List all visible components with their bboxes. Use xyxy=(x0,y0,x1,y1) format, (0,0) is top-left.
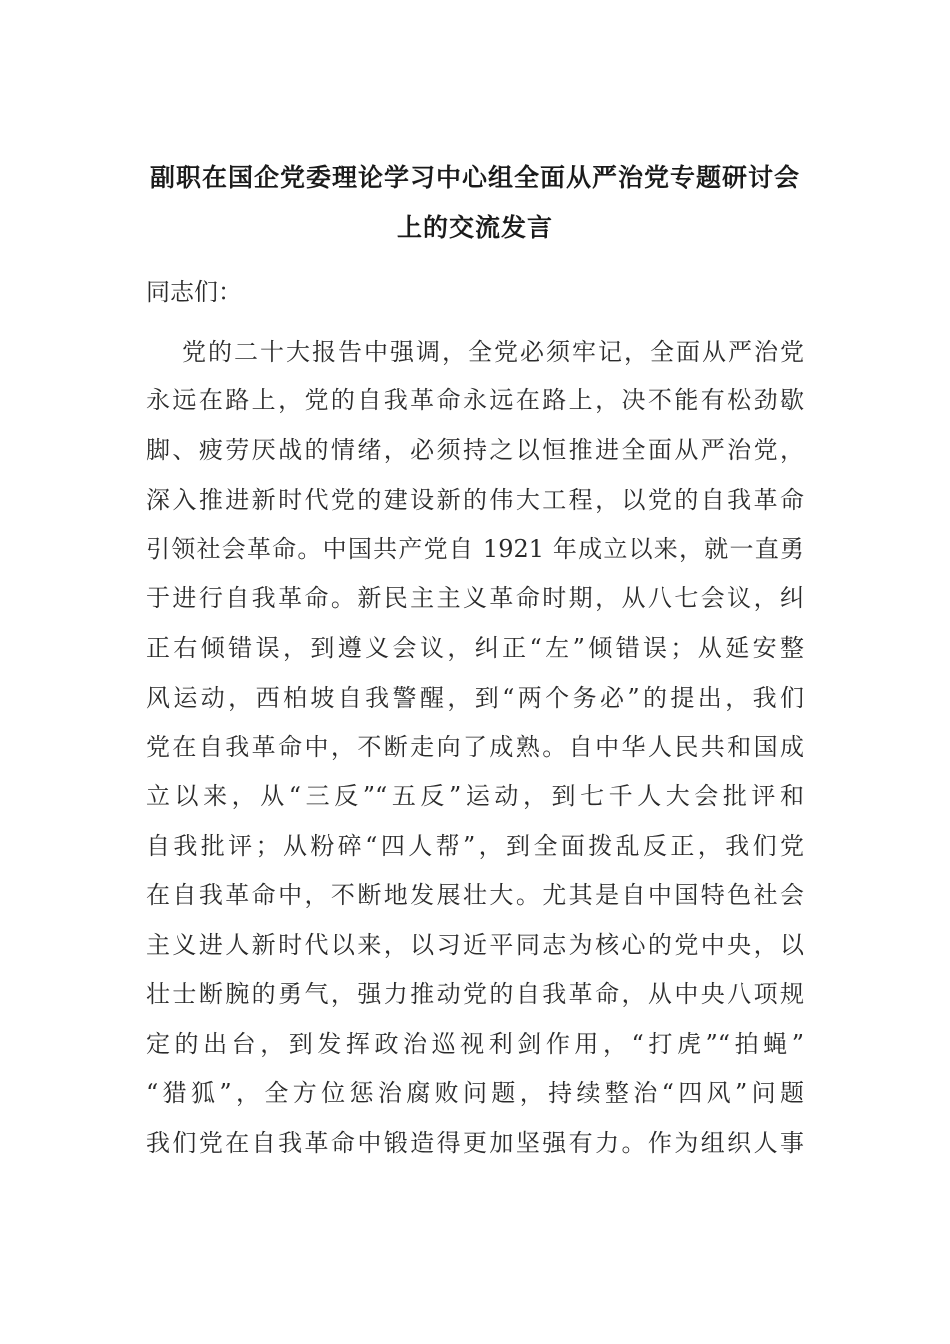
paragraph-line: 主义进人新时代以来，以习近平同志为核心的党中央，以 xyxy=(146,931,804,959)
paragraph-line: 风运动，西柏坡自我警醒，到“两个务必”的提出，我们 xyxy=(146,684,804,712)
paragraph-line: 党在自我革命中，不断走向了成熟。自中华人民共和国成 xyxy=(146,733,804,761)
paragraph-line: 我们党在自我革命中锻造得更加坚强有力。作为组织人事 xyxy=(146,1129,804,1157)
paragraph-line: 引领社会革命。中国共产党自 1921 年成立以来，就一直勇 xyxy=(146,535,804,563)
paragraph-line: 正右倾错误，到遵义会议，纠正“左”倾错误；从延安整 xyxy=(146,634,804,662)
paragraph-line: “猎狐”，全方位惩治腐败问题，持续整治“四风”问题 xyxy=(146,1079,804,1107)
salutation: 同志们： xyxy=(146,278,242,306)
paragraph-line: 永远在路上，党的自我革命永远在路上，决不能有松劲歇 xyxy=(146,386,804,414)
paragraph-line: 于进行自我革命。新民主主义革命时期，从八七会议，纠 xyxy=(146,584,804,612)
document-title-line-2: 上的交流发言 xyxy=(396,213,553,242)
paragraph-line: 在自我革命中，不断地发展壮大。尤其是自中国特色社会 xyxy=(146,881,804,909)
document-title-line-1: 副职在国企党委理论学习中心组全面从严治党专题研讨会 xyxy=(149,163,800,192)
paragraph-line: 壮士断腕的勇气，强力推动党的自我革命，从中央八项规 xyxy=(146,980,804,1008)
paragraph-line: 自我批评；从粉碎“四人帮”，到全面拨乱反正，我们党 xyxy=(146,832,804,860)
paragraph-line: 立以来，从“三反”“五反”运动，到七千人大会批评和 xyxy=(146,782,804,810)
paragraph-line: 党的二十大报告中强调，全党必须牢记，全面从严治党 xyxy=(182,338,804,366)
paragraph-line: 深入推进新时代党的建设新的伟大工程，以党的自我革命 xyxy=(146,486,804,514)
paragraph-line: 脚、疲劳厌战的情绪，必须持之以恒推进全面从严治党， xyxy=(146,436,804,464)
paragraph-line: 定的出台，到发挥政治巡视利剑作用，“打虎”“拍蝇” xyxy=(146,1030,804,1058)
